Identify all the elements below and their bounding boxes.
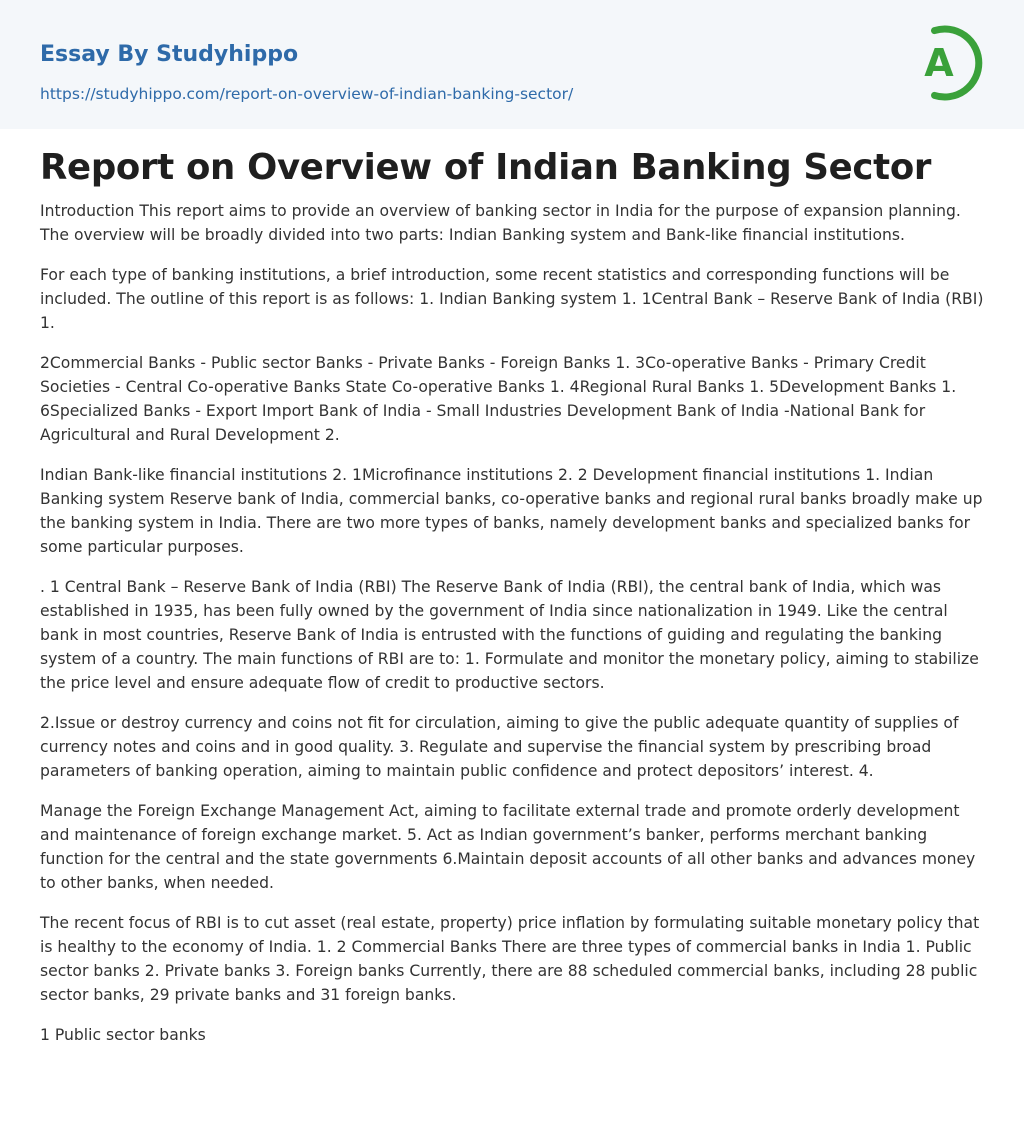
- site-header: [0, 0, 1024, 129]
- paragraph: Indian Bank-like financial institutions 2. 1Microfinance institutions 2. 2 Development financial institutions 1. Indian Banking system Reserve bank of India, commercial banks, co-operative banks and regional rural banks broadly make up the banking system in India. There are two more types of banks, namely development banks and specialized banks for some particular purposes.: [40, 466, 983, 556]
- paragraph: Introduction This report aims to provide an overview of banking sector in India for the purpose of expansion planning. The overview will be broadly divided into two parts: Indian Banking system and Bank-like financial institutions.: [40, 202, 961, 244]
- paragraph: Manage the Foreign Exchange Management Act, aiming to facilitate external trade and promote orderly development and maintenance of foreign exchange market. 5. Act as Indian government’s banker, performs merchant banking function for the central and the state governments 6.Maintain deposit accounts of all other banks and advances money to other banks, when needed.: [40, 802, 976, 892]
- studyhippo-logo-icon[interactable]: [912, 18, 988, 108]
- paragraph: For each type of banking institutions, a brief introduction, some recent statistics and corresponding functions will be included. The outline of this report is as follows: 1. Indian Banking system 1. 1Central Bank – Reserve Bank of India (RBI) 1.: [40, 266, 984, 332]
- logo-letter: A: [924, 41, 954, 85]
- paragraph: The recent focus of RBI is to cut asset (real estate, property) price inflation by formulating suitable monetary policy that is healthy to the economy of India. 1. 2 Commercial Banks There are three types of commercial banks in India 1. Public sector banks 2. Private banks 3. Foreign banks Currently, there are 88 scheduled commercial banks, including 28 public sector banks, 29 private banks and 31 foreign banks.: [40, 914, 980, 1004]
- paragraph: . 1 Central Bank – Reserve Bank of India (RBI) The Reserve Bank of India (RBI), the central bank of India, which was established in 1935, has been fully owned by the government of India since nationalization in 1949. Like the central bank in most countries, Reserve Bank of India is entrusted with the functions of guiding and regulating the banking system of a country. The main functions of RBI are to: 1. Formulate and monitor the monetary policy, aiming to stabilize the price level and ensure adequate flow of credit to productive sectors.: [40, 578, 979, 692]
- brand-title[interactable]: Essay By Studyhippo: [40, 42, 299, 67]
- article-url-link[interactable]: https://studyhippo.com/report-on-overview-of-indian-banking-sector/: [40, 85, 574, 103]
- paragraph: 1 Public sector banks: [40, 1026, 206, 1044]
- paragraph: 2Commercial Banks - Public sector Banks - Private Banks - Foreign Banks 1. 3Co-operative Banks - Primary Credit Societies - Central Co-operative Banks State Co-operative Banks 1. 4Regional Rural Banks 1. 5Development Banks 1. 6Specialized Banks - Export Import Bank of India - Small Industries Development Bank of India -National Bank for Agricultural and Rural Development 2.: [40, 354, 957, 444]
- paragraph: 2.Issue or destroy currency and coins not fit for circulation, aiming to give the public adequate quantity of supplies of currency notes and coins and in good quality. 3. Regulate and supervise the financial system by prescribing broad parameters of banking operation, aiming to maintain public confidence and protect depositors’ interest. 4.: [40, 714, 959, 780]
- article-body: [40, 145, 984, 1063]
- page-title: Report on Overview of Indian Banking Sector: [40, 147, 932, 188]
